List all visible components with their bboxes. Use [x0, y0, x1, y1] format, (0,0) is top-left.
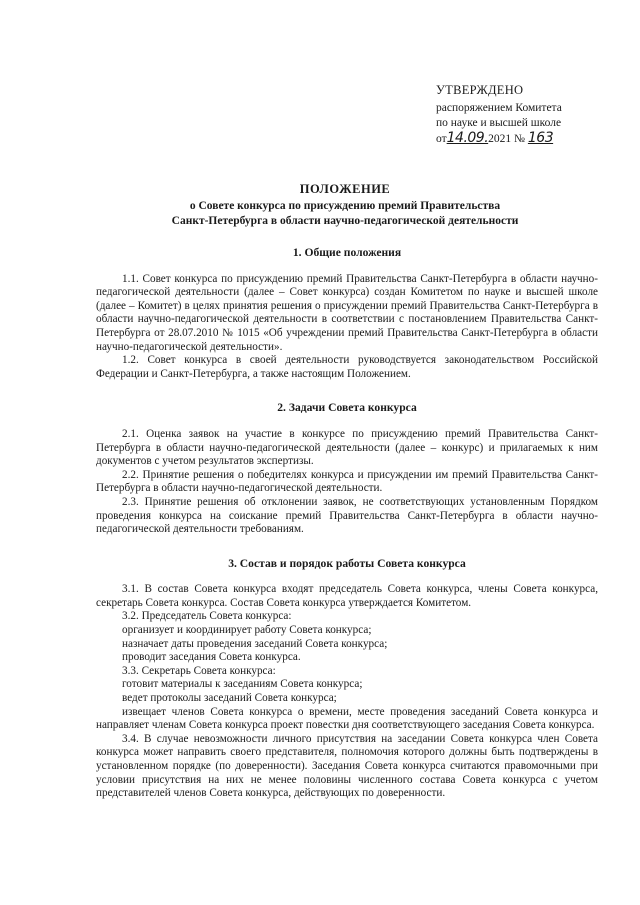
list-item-chairman-1: организует и координирует работу Совета конкурса;	[122, 624, 372, 637]
list-item-secretary-3: извещает членов Совета конкурса о времени, месте проведения заседаний Совета конкурса и направляет членам Совета конкурса проект повестки дня соответствующего заседания Совета конкурса.	[96, 705, 598, 732]
paragraph-2-2: 2.2. Принятие решения о победителях конкурса и присуждении им премий Правительства Санкт-Петербурга в области научно-педагогической деятельности.	[96, 468, 598, 495]
approval-line-2: по науке и высшей школе	[436, 117, 562, 129]
paragraph-1-2: 1.2. Совет конкурса в своей деятельности руководствуется законодательством Российской Федерации и Санкт-Петербурга, а также настоящим Положением.	[96, 354, 598, 380]
paragraph-3-2: 3.2. Председатель Совета конкурса:	[122, 610, 292, 623]
section-2-heading: 2. Задачи Совета конкурса	[277, 401, 417, 415]
approval-stamp	[436, 83, 626, 147]
title-heading: ПОЛОЖЕНИЕ	[299, 182, 391, 196]
document-title	[80, 182, 610, 229]
paragraph-3-3: 3.3. Секретарь Совета конкурса:	[122, 664, 276, 677]
list-item-secretary-1: готовит материалы к заседаниям Совета конкурса;	[122, 678, 363, 691]
paragraph-1-1: 1.1. Совет конкурса по присуждению премий Правительства Санкт-Петербурга в области научно-педагогической деятельности (далее – Совет конкурса) создан Комитетом по науке и высшей школе (далее – Комитет) в целях принятия решения о присуждении премий Правительства Санкт-Петербурга в области научно-педагогической деятельности в соответствии с постановлением Правительства Санкт-Петербурга от 28.07.2010 № 1015 «Об учреждении премий Правительства Санкт-Петербурга в области научно-педагогической деятельности».	[96, 272, 598, 353]
section-3-heading: 3. Состав и порядок работы Совета конкурса	[228, 556, 466, 570]
document-body	[96, 240, 598, 801]
list-item-secretary-2: ведет протоколы заседаний Совета конкурса;	[122, 692, 337, 705]
title-line-2: Санкт-Петербурга в области научно-педагогической деятельности	[171, 215, 519, 227]
date-year: 2021	[488, 133, 512, 145]
list-item-chairman-3: проводит заседания Совета конкурса.	[122, 651, 301, 664]
list-item-chairman-2: назначает даты проведения заседаний Совета конкурса;	[122, 637, 388, 650]
paragraph-2-3: 2.3. Принятие решения об отклонении заявок, не соответствующих установленным Порядком проведения конкурса на соискание премий Правительства Санкт-Петербурга в области научно-педагогической деятельности требованиям.	[96, 495, 598, 536]
paragraph-3-4: 3.4. В случае невозможности личного присутствия на заседании Совета конкурса член Совета конкурса может направить своего представителя, полномочия которого должны быть подтверждены в установленном порядке (по доверенности). Заседания Совета конкурса считаются правомочными при условии присутствия на них не менее половины численного состава Совета конкурса с учетом представителей членов Совета конкурса, действующих по доверенности.	[96, 732, 598, 800]
paragraph-3-1: 3.1. В состав Совета конкурса входят председатель Совета конкурса, члены Совета конкурса, секретарь Совета конкурса. Состав Совета конкурса утверждается Комитетом.	[96, 583, 598, 609]
date-prefix: от	[436, 133, 447, 145]
handwritten-date: 14.09.	[446, 130, 489, 146]
paragraph-2-1: 2.1. Оценка заявок на участие в конкурсе по присуждению премий Правительства Санкт-Петербурга в области научно-педагогической деятельности (далее – конкурс) и прилагаемых к ним документов с учетом результатов экспертизы.	[96, 427, 598, 468]
section-1-heading: 1. Общие положения	[292, 246, 402, 259]
title-line-1: о Совете конкурса по присуждению премий Правительства	[189, 200, 501, 212]
number-label: №	[514, 133, 526, 145]
approval-line-1: распоряжением Комитета	[436, 102, 562, 114]
approval-date-line	[436, 131, 626, 147]
handwritten-number: 163	[527, 130, 554, 146]
approval-heading: УТВЕРЖДЕНО	[436, 83, 524, 97]
